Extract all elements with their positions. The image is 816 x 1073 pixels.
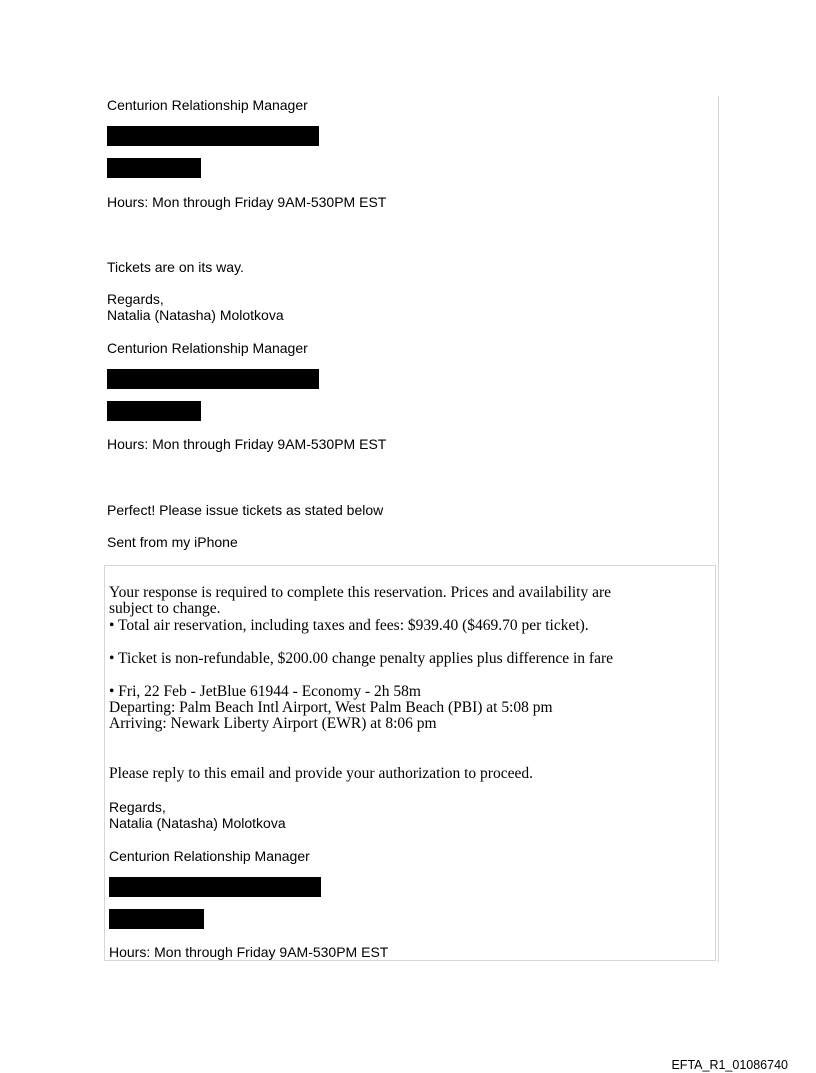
reservation-reply-request: Please reply to this email and provide your authorization to proceed. [109, 765, 533, 782]
message-text: Perfect! Please issue tickets as stated below [107, 502, 384, 518]
signature-title: Centurion Relationship Manager [107, 97, 308, 113]
signature-title: Centurion Relationship Manager [109, 848, 310, 864]
signature-hours: Hours: Mon through Friday 9AM-530PM EST [107, 436, 387, 452]
reservation-refund-bullet: • Ticket is non-refundable, $200.00 change penalty applies plus difference in fare [109, 650, 614, 667]
signature-hours: Hours: Mon through Friday 9AM-530PM EST [107, 194, 387, 210]
redaction-bar [107, 401, 201, 421]
signature-name: Natalia (Natasha) Molotkova [109, 815, 286, 831]
document-id: EFTA_R1_01086740 [671, 1058, 788, 1072]
redaction-bar [107, 369, 319, 389]
reservation-arriving: Arriving: Newark Liberty Airport (EWR) at 8:06 pm [109, 715, 437, 732]
signature-hours: Hours: Mon through Friday 9AM-530PM EST [109, 944, 389, 960]
reservation-flight-bullet: • Fri, 22 Feb - JetBlue 61944 - Economy - 2h 58m [109, 683, 421, 700]
redaction-bar [107, 158, 201, 178]
reservation-departing: Departing: Palm Beach Intl Airport, West Palm Beach (PBI) at 5:08 pm [109, 699, 553, 716]
sent-from-line: Sent from my iPhone [107, 534, 238, 550]
signature-name: Natalia (Natasha) Molotkova [107, 307, 284, 323]
redaction-bar [109, 909, 204, 929]
redaction-bar [109, 877, 321, 897]
reservation-total-bullet: • Total air reservation, including taxes and fees: $939.40 ($469.70 per ticket). [109, 617, 589, 634]
signature-title: Centurion Relationship Manager [107, 340, 308, 356]
redaction-bar [107, 126, 319, 146]
message-text: Tickets are on its way. [107, 259, 244, 275]
reservation-intro-line: Your response is required to complete this reservation. Prices and availability are [109, 584, 612, 601]
outer-email-frame [718, 96, 719, 962]
signature-regards: Regards, [107, 291, 164, 307]
reservation-intro-line: subject to change. [109, 600, 221, 617]
signature-regards: Regards, [109, 799, 166, 815]
